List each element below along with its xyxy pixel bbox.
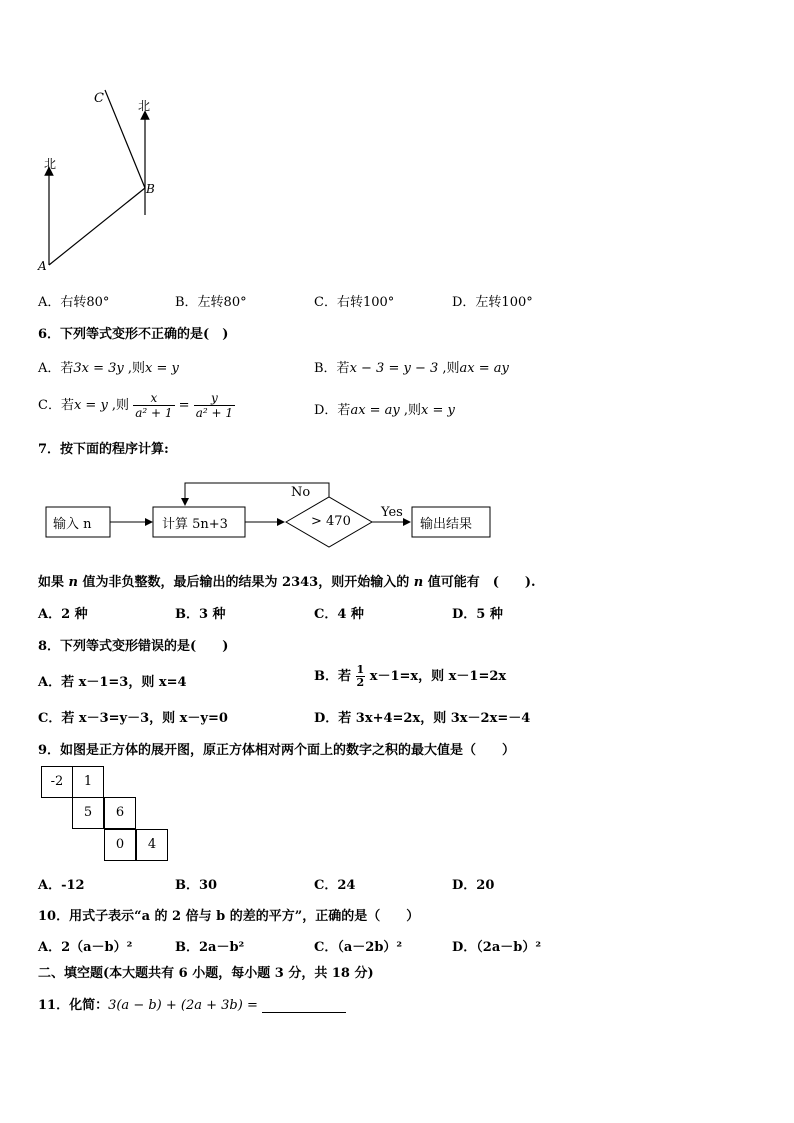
cube-face: 4 xyxy=(136,829,168,861)
label-b: B xyxy=(146,182,155,196)
q7-option-c: C．4 种 xyxy=(314,607,364,622)
q9-option-d: D．20 xyxy=(452,878,495,893)
q10-option-c: C．（a－2b）² xyxy=(314,940,403,955)
label-a: A xyxy=(38,259,47,273)
q6-stem: 6．下列等式变形不正确的是( ) xyxy=(38,327,229,342)
flow-no-label: No xyxy=(291,485,311,500)
q9-option-a: A．-12 xyxy=(38,878,85,893)
q6-option-c: C．若x = y ,则 $\frac{x}{\text{a² + 1}}$ = $\frac{y}{\text{a² + 1}}$ xyxy=(38,391,233,420)
flow-output-label: 输出结果 xyxy=(420,517,473,532)
q6-option-d: D．若ax = ay ,则x = y xyxy=(314,403,455,418)
flow-calc-label: 计算 5n+3 xyxy=(162,517,228,532)
label-c: C xyxy=(94,91,104,106)
q10-option-b: B．2a－b² xyxy=(175,940,245,955)
cube-face: -2 xyxy=(41,766,73,798)
q7-option-a: A．2 种 xyxy=(38,607,88,622)
q9-option-c: C．24 xyxy=(314,878,356,893)
segment-ab xyxy=(49,188,145,265)
q8-option-b: B．若 $\frac{1}{2}$ x－1=x，则 x－1=2x xyxy=(314,663,507,689)
answer-blank[interactable] xyxy=(262,998,346,1013)
q5-option-b: B．左转80° xyxy=(175,295,247,310)
flow-input-label: 输入 n xyxy=(53,517,92,532)
cube-face: 1 xyxy=(72,766,104,798)
q7-option-d: D．5 种 xyxy=(452,607,503,622)
q9-option-b: B．30 xyxy=(175,878,218,893)
q7-stem: 7．按下面的程序计算: xyxy=(38,442,169,457)
q10-option-d: D．（2a－b）² xyxy=(452,940,542,955)
north-label-a: 北 xyxy=(44,157,57,171)
q10-option-a: A．2（a－b）² xyxy=(38,940,133,955)
flow-cond-label: > 470 xyxy=(311,514,351,529)
q6-option-a: A．若3x = 3y ,则x = y xyxy=(38,361,179,376)
q5-option-c: C．右转100° xyxy=(314,295,395,310)
q5-option-d: D．左转100° xyxy=(452,295,533,310)
q9-stem: 9．如图是正方体的展开图，原正方体相对两个面上的数字之积的最大值是（ ） xyxy=(38,743,516,758)
cube-face: 0 xyxy=(104,829,136,861)
q10-stem: 10．用式子表示“a 的 2 倍与 b 的差的平方”，正确的是（ ） xyxy=(38,909,420,924)
section-heading: 二、填空题(本大题共有 6 小题，每小题 3 分，共 18 分) xyxy=(38,966,374,981)
q8-option-c: C．若 x－3=y－3，则 x－y=0 xyxy=(38,711,228,726)
q7-option-b: B．3 种 xyxy=(175,607,226,622)
north-label-b: 北 xyxy=(138,99,151,113)
q5-option-a: A．右转80° xyxy=(38,295,110,310)
q11: 11．化简：3(a − b) + (2a + 3b) = xyxy=(38,994,346,1013)
cube-face: 6 xyxy=(104,797,136,829)
q8-stem: 8．下列等式变形错误的是( ) xyxy=(38,639,229,654)
q7-question: 如果 n 值为非负整数，最后输出的结果为 2343，则开始输入的 n 值可能有 ( ). xyxy=(38,575,536,590)
cube-face: 5 xyxy=(72,797,104,829)
flow-yes-label: Yes xyxy=(381,505,403,520)
q6-option-b: B．若x − 3 = y − 3 ,则ax = ay xyxy=(314,361,509,376)
q8-option-a: A．若 x－1=3，则 x=4 xyxy=(38,675,187,690)
q8-option-d: D．若 3x+4=2x，则 3x－2x=－4 xyxy=(314,711,531,726)
